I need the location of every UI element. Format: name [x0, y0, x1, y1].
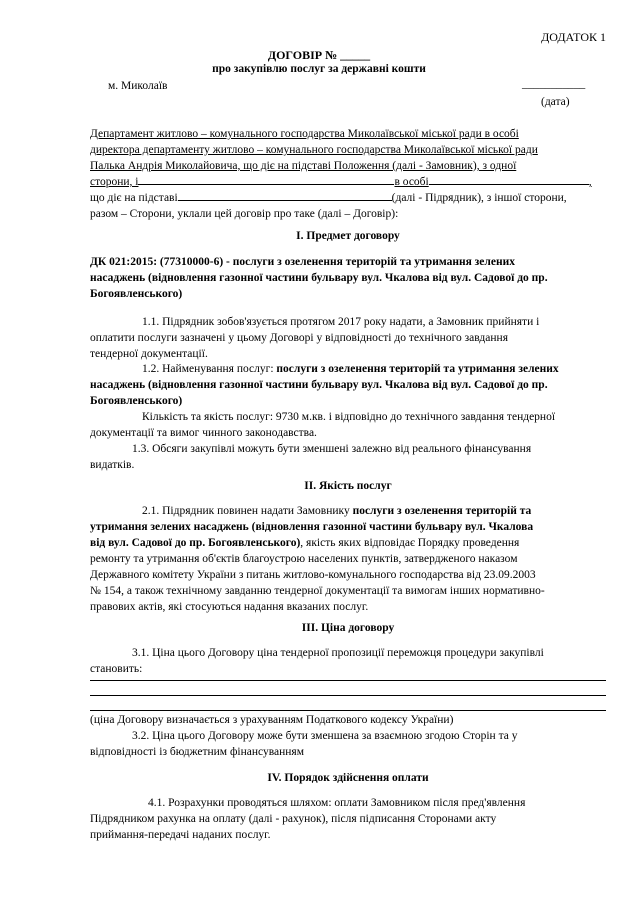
parties-line-3: Палька Андрія Миколайовича, що діє на підставі Положення (далі - Замовник), з одної: [90, 160, 517, 172]
clause-2-1-line-1: 2.1. Підрядник повинен надати Замовнику послуги з озеленення територій та: [142, 505, 532, 517]
clause-1-3-line-1: 1.3. Обсяги закупівлі можуть бути зменшені залежно від реального фінансування: [132, 443, 532, 455]
parties-line-5-start: що діє на підставі: [90, 192, 178, 204]
date-label: (дата): [541, 96, 570, 108]
section-2-heading: ІІ. Якість послуг: [304, 480, 392, 492]
parties-line-4: [90, 174, 606, 191]
clause-4-1-line-3: приймання-передачі наданих послуг.: [90, 829, 271, 841]
parties-line-4-mid: в особі: [394, 176, 429, 188]
appendix-label: ДОДАТОК 1: [541, 30, 606, 44]
parties-line-5-end: (далі - Підрядник), з іншої сторони,: [391, 192, 567, 204]
parties-line-5: [90, 190, 606, 207]
contract-title: ДОГОВІР № _____: [267, 48, 371, 62]
date-blank: ___________: [522, 78, 586, 90]
dk-line-1: ДК 021:2015: (77310000-6) - послуги з озеленення територій та утримання зелених: [90, 256, 515, 268]
clause-3-2-line-2: відповідності із бюджетним фінансуванням: [90, 746, 304, 758]
clause-2-1-line-5: Державного комітету України з питань житлово-комунального господарства від 23.09.2003: [90, 569, 536, 581]
parties-line-1: Департамент житлово – комунального господарства Миколаївської міської ради в особі: [90, 128, 519, 140]
clause-3-1-line-2: становить:: [90, 663, 143, 675]
vat-note: (ціна Договору визначається з урахуванням Податкового кодексу України): [90, 714, 454, 726]
clause-1-2-line-1: 1.2. Найменування послуг: послуги з озеленення територій та утримання зелених: [142, 363, 559, 375]
price-blank-line-1: [90, 680, 606, 681]
clause-2-1-line-3: від вул. Садової до пр. Богоявленського), якість яких відповідає Порядку проведення: [90, 537, 520, 549]
parties-line-4-start: сторони, і: [90, 176, 139, 188]
price-blank-line-2: [90, 695, 606, 696]
section-1-heading: І. Предмет договору: [296, 230, 400, 242]
clause-1-2-line-2: насаджень (відновлення газонної частини бульвару вул. Чкалова від вул. Садової до пр.: [90, 379, 548, 391]
contractor-name-blank: [138, 174, 394, 185]
clause-2-1-line-7: правових актів, які стосуються надання вказаних послуг.: [90, 601, 369, 613]
dk-line-3: Богоявленського): [90, 288, 183, 300]
contractor-rep-blank: [429, 174, 589, 185]
clause-4-1-line-2: Підрядником рахунка на оплату (далі - рахунок), після підписання Сторонами акту: [90, 813, 497, 825]
clause-1-2-line-3: Богоявленського): [90, 395, 183, 407]
clause-1-1-line-2: оплатити послуги зазначені у цьому Договорі у відповідності до технічного завдання: [90, 332, 508, 344]
section-3-heading: ІІІ. Ціна договору: [301, 622, 395, 634]
quantity-line-1: Кількість та якість послуг: 9730 м.кв. і відповідно до технічного завдання тендерної: [142, 411, 556, 423]
clause-3-2-line-1: 3.2. Ціна цього Договору може бути зменшена за взаємною згодою Сторін та у: [132, 730, 518, 742]
clause-1-1-line-1: 1.1. Підрядник зобов'язується протягом 2017 року надати, а Замовник прийняти і: [142, 316, 540, 328]
quantity-line-2: документації та вимог чинного законодавства.: [90, 427, 317, 439]
dk-line-2: насаджень (відновлення газонної частини бульвару вул. Чкалова від вул. Садової до пр.: [90, 272, 548, 284]
parties-line-4-end: ,: [588, 176, 592, 188]
clause-4-1-line-1: 4.1. Розрахунки проводяться шляхом: оплати Замовником після пред'явлення: [148, 797, 526, 809]
contractor-basis-blank: [178, 190, 392, 201]
price-blank-line-3: [90, 710, 606, 711]
clause-2-1-line-2: утримання зелених насаджень (відновлення газонної частини бульвару вул. Чкалова: [90, 521, 534, 533]
clause-2-1-line-6: № 154, а також технічному завданню тендерної документації та вимогам інших нормативно-: [90, 585, 545, 597]
parties-line-6: разом – Сторони, уклали цей договір про таке (далі – Договір):: [90, 208, 399, 220]
parties-line-2: директора департаменту житлово – комунального господарства Миколаївської міської ради: [90, 144, 538, 156]
clause-1-1-line-3: тендерної документації.: [90, 348, 208, 360]
clause-3-1-line-1: 3.1. Ціна цього Договору ціна тендерної пропозиції переможця процедури закупівлі: [132, 647, 544, 659]
clause-2-1-line-4: ремонту та утримання об'єктів благоустрою населених пунктів, затвердженого наказом: [90, 553, 518, 565]
contract-subtitle: про закупівлю послуг за державні кошти: [212, 63, 426, 75]
section-4-heading: IV. Порядок здійснення оплати: [267, 772, 429, 784]
clause-1-3-line-2: видатків.: [90, 459, 135, 471]
city-label: м. Миколаїв: [108, 80, 168, 92]
